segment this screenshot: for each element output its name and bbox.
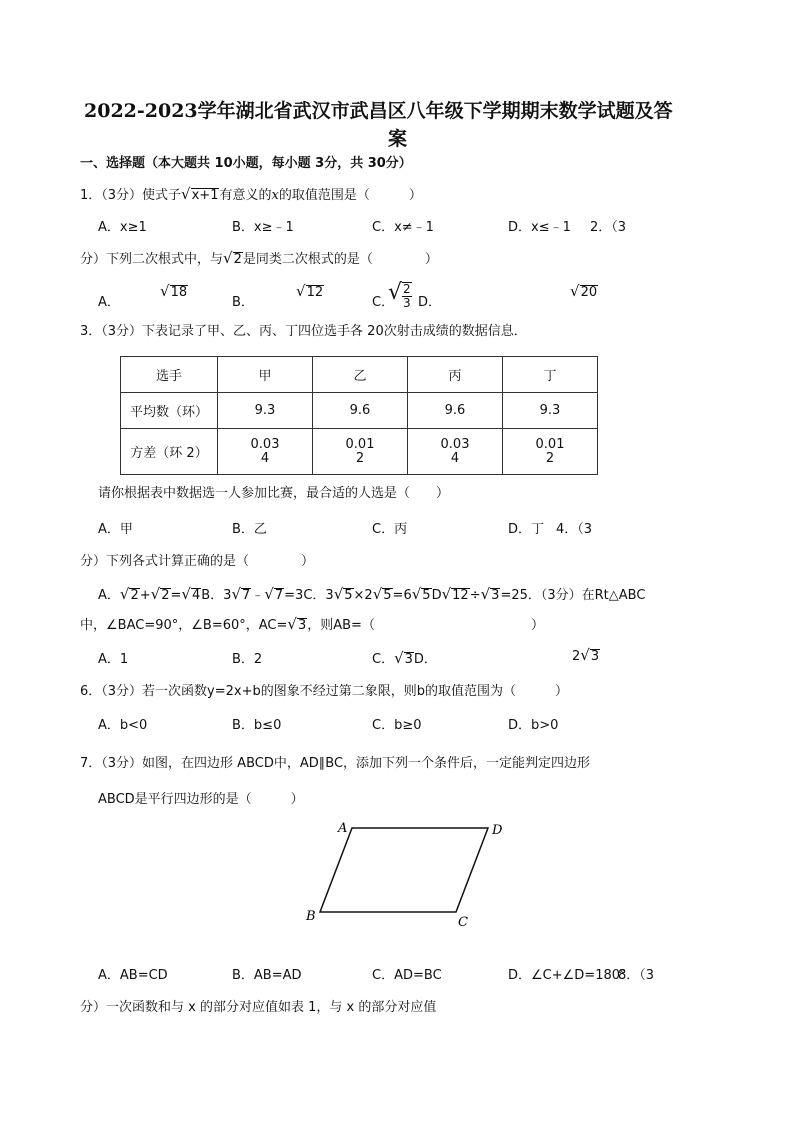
q2-radicand-a: 18 [170, 285, 188, 300]
q1-suffix-a: 有意义的 [219, 188, 272, 203]
op: =3 [284, 588, 304, 603]
q1-var: x [271, 188, 279, 203]
q2-option-c-value: √ $\frac{2}{3}$ [388, 280, 411, 310]
q1-option-d: D．x≤﹣1 [508, 220, 571, 235]
table-row-label: 方差（环 2） [121, 429, 218, 475]
parallelogram-abcd [320, 828, 488, 912]
q2-radicand: 2 [233, 252, 242, 267]
question-7-cont: ABCD是平行四边形的是（ ） [98, 792, 304, 807]
q2-frac-num: 2 [403, 281, 411, 296]
score-table [120, 356, 598, 475]
q2-option-c-label: C． [372, 295, 395, 310]
page-title-line1: 2022-2023学年湖北省武汉市武昌区八年级下学期期末数学试题及答 [84, 100, 673, 122]
q1-radicand: x+1 [191, 188, 219, 203]
table-cell: 9.3 [218, 393, 313, 429]
q4-options-line: A．√2+√2=√4B．3√7﹣√7=3C．3√5×2√5=6√5D√12÷√3=25．（3分）在Rt△ABC [98, 585, 646, 603]
q5-d-coef: 2 [572, 649, 581, 664]
q6-option-a: A．b<0 [98, 718, 148, 733]
question-3: 3．（3分）下表记录了甲、乙、丙、丁四位选手各 20次射击成绩的数据信息． [80, 324, 527, 339]
q8-number: 8．（3 [618, 968, 655, 983]
q2-option-a-label: A． [98, 295, 120, 310]
q3-option-d: D．丁 [508, 522, 545, 537]
q2-option-b-label: B． [232, 295, 254, 310]
variance-top: 0.03 [250, 436, 280, 452]
q2-option-b-value: √12 [296, 282, 324, 300]
question-7: 7．（3分）如图，在四边形 ABCD中，AD∥BC，添加下列一个条件后，一定能判定四边形 [80, 756, 591, 771]
sqrt-expression: √2 [223, 249, 242, 267]
table-header: 选手 [121, 357, 218, 393]
op: ﹣ [251, 588, 265, 603]
q4-number: 4．（3 [556, 522, 593, 537]
question-8: 分）一次函数和与 x 的部分对应值如表 1，与 x 的部分对应值 [80, 1000, 437, 1015]
section-heading: 一、选择题（本大题共 10小题，每小题 3分，共 30分） [80, 156, 412, 171]
op: + [139, 588, 151, 603]
table-cell [218, 429, 313, 475]
q5-prefix: 中，∠BAC=90°，∠B=60°，AC= [80, 618, 288, 633]
q2-number: 2．（3 [590, 220, 627, 235]
q6-option-c: C．b≥0 [372, 718, 422, 733]
q2-option-d-value: √20 [570, 282, 598, 300]
vertex-c-label: C [458, 915, 468, 930]
q3-option-c: C．丙 [372, 522, 408, 537]
table-cell: 9.6 [313, 393, 408, 429]
variance-top: 0.01 [535, 436, 565, 452]
q5-d-radicand: 3 [590, 649, 600, 664]
q5-option-a: A．1 [98, 652, 129, 667]
q5-option-d-value: 2√3 [572, 646, 600, 664]
vertex-d-label: D [492, 823, 503, 838]
q2-prefix: 分）下列二次根式中，与 [80, 252, 224, 267]
q5-number: 5．（3分）在Rt△ABC [519, 588, 646, 603]
q1-option-a: A．x≥1 [98, 220, 147, 235]
table-cell [503, 429, 598, 475]
question-2 [80, 248, 438, 267]
q5-option-c: C．√3D． [372, 649, 437, 667]
q7-option-b: B．AB=AD [232, 968, 302, 983]
radicand: 4 [191, 588, 201, 603]
table-cell: 9.6 [408, 393, 503, 429]
variance-bottom: 4 [260, 450, 270, 466]
q5-c-radicand: 3 [404, 652, 413, 667]
table-header: 丙 [408, 357, 503, 393]
radicand: 12 [452, 588, 469, 603]
table-cell [313, 429, 408, 475]
q2-option-a-value: √18 [160, 282, 188, 300]
table-header: 乙 [313, 357, 408, 393]
radicand: 7 [274, 588, 284, 603]
vertex-b-label: B [306, 909, 316, 924]
q4-a-label: A． [98, 588, 120, 603]
q4-d-label: D [431, 588, 442, 603]
parallelogram-figure [300, 818, 520, 930]
op: ÷ [469, 588, 481, 603]
q6-option-d: D．b>0 [508, 718, 559, 733]
radicand: 7 [242, 588, 251, 603]
table-header: 丁 [503, 357, 598, 393]
radicand: 5 [344, 588, 353, 603]
q3-option-b: B．乙 [232, 522, 267, 537]
q2-frac-den: 3 [403, 295, 411, 310]
radicand: 2 [161, 588, 170, 603]
radicand: 5 [422, 588, 431, 603]
question-5: 中，∠BAC=90°，∠B=60°，AC=√3，则AB=（ ） [80, 615, 544, 633]
q3-option-a: A．甲 [98, 522, 133, 537]
q2-suffix: 是同类二次根式的是（ ） [242, 252, 438, 267]
variance-top: 0.03 [440, 436, 470, 452]
table-header: 甲 [218, 357, 313, 393]
q2-option-d-label: D． [418, 295, 442, 310]
op: ×2 [353, 588, 373, 603]
radicand: 5 [383, 588, 392, 603]
q5-ac-radicand: 3 [297, 618, 307, 633]
radicand: 3 [491, 588, 500, 603]
question-1 [80, 184, 422, 203]
vertex-a-label: A [338, 821, 348, 836]
q1-option-b: B．x≥﹣1 [232, 220, 294, 235]
q5-d-label: D． [413, 652, 437, 667]
table-row-label: 平均数（环） [121, 393, 218, 429]
variance-top: 0.01 [345, 436, 375, 452]
q5-option-b: B．2 [232, 652, 263, 667]
op: =6 [392, 588, 412, 603]
page-title-line2: 案 [388, 128, 408, 150]
sqrt-expression: √x+1 [181, 185, 219, 203]
question-4: 分）下列各式计算正确的是（ ） [80, 554, 315, 569]
q1-option-c: C．x≠﹣1 [372, 220, 434, 235]
q2-radicand-d: 20 [580, 285, 598, 300]
q1-prefix: 1．（3分）使式子 [80, 188, 182, 203]
q5-suffix: ，则AB=（ ） [307, 618, 544, 633]
q4-b-label: B．3 [201, 588, 232, 603]
q7-option-a: A．AB=CD [98, 968, 168, 983]
radicand: 2 [130, 588, 139, 603]
table-cell [408, 429, 503, 475]
q3-question: 请你根据表中数据选一人参加比赛，最合适的人选是（ ） [98, 486, 450, 501]
op: = [170, 588, 182, 603]
q7-option-c: C．AD=BC [372, 968, 442, 983]
q7-option-d: D．∠C+∠D=180° [508, 968, 627, 983]
variance-bottom: 2 [355, 450, 365, 466]
q1-suffix-b: 的取值范围是（ ） [278, 188, 422, 203]
table-cell: 9.3 [503, 393, 598, 429]
variance-bottom: 4 [450, 450, 460, 466]
q2-radicand-b: 12 [306, 285, 324, 300]
variance-bottom: 2 [545, 450, 555, 466]
question-6: 6．（3分）若一次函数y=2x+b的图象不经过第二象限，则b的取值范围为（ ） [80, 684, 568, 699]
q5-c-label: C． [372, 652, 395, 667]
q6-option-b: B．b≤0 [232, 718, 282, 733]
q4-c-label: C．3 [303, 588, 334, 603]
op: =2 [500, 588, 520, 603]
